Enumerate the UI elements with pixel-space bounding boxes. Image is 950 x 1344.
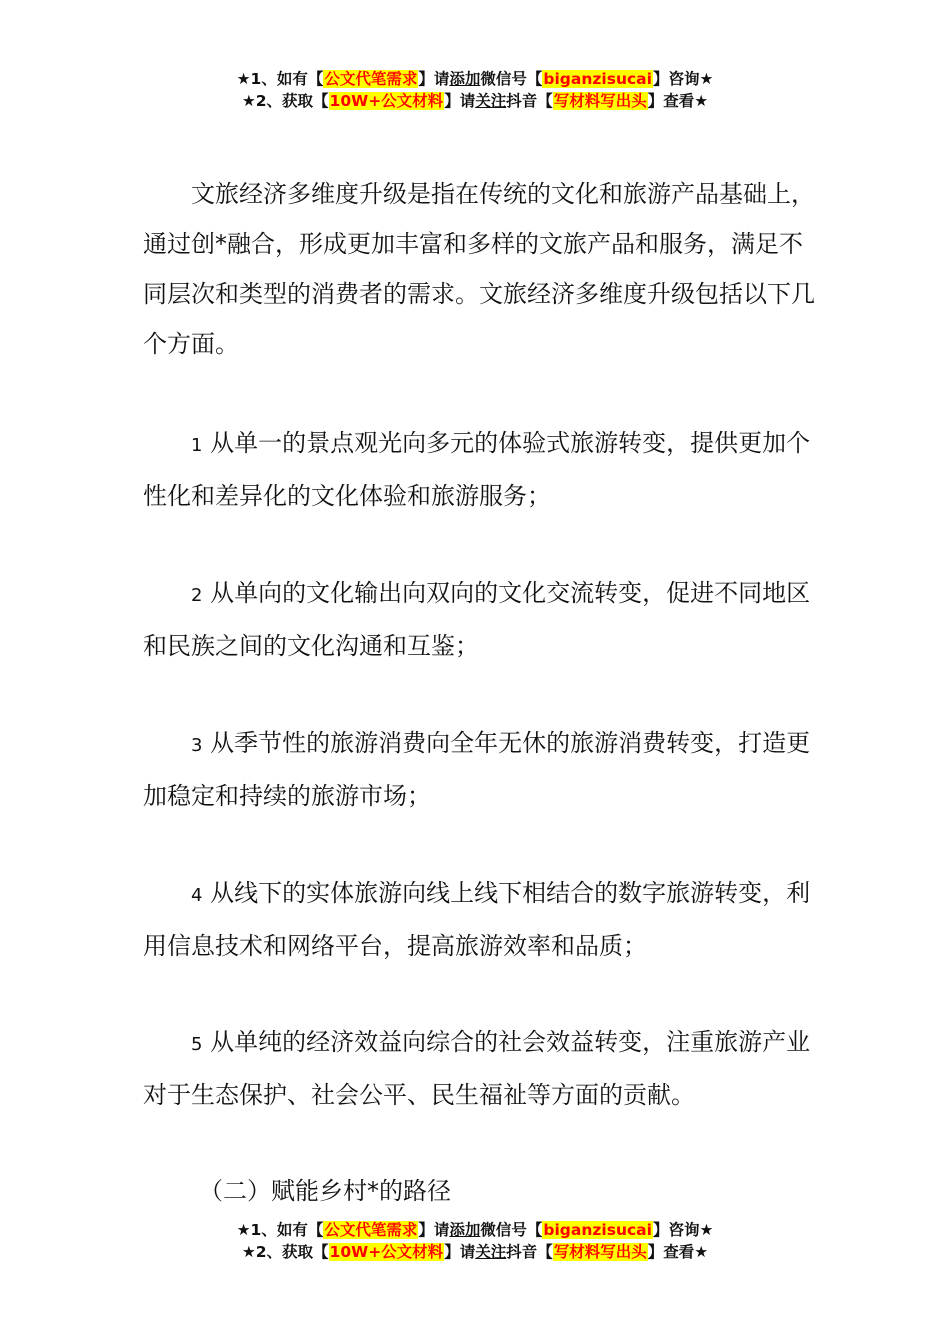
item-number: 1 xyxy=(191,435,203,456)
highlight-service: 公文代笔需求 xyxy=(324,1221,418,1239)
intro-paragraph: 文旅经济多维度升级是指在传统的文化和旅游产品基础上，通过创*融合，形成更加丰富和多样的文旅产品和服务，满足不同层次和类型的消费者的需求。文旅经济多维度升级包括以下几个方面。 xyxy=(143,180,815,358)
item-number: 3 xyxy=(191,735,203,756)
item-text: 从线下的实体旅游向线上线下相结合的数字旅游转变，利用信息技术和网络平台，提高旅游效率和品质； xyxy=(143,879,811,960)
item-text: 从单纯的经济效益向综合的社会效益转变，注重旅游产业对于生态保护、社会公平、民生福祉等方面的贡献。 xyxy=(143,1028,811,1109)
footer-banner xyxy=(0,1219,950,1263)
list-item xyxy=(143,868,823,971)
highlight-wechat-id: biganzisucai xyxy=(543,70,652,88)
banner-line-2: ★2、获取【10W+公文材料】请关注抖音【写材料写出头】查看★ xyxy=(241,92,709,110)
banner-line-1: ★1、如有【公文代笔需求】请添加微信号【biganzisucai】咨询★ xyxy=(236,70,714,88)
highlight-douyin-account: 写材料写出头 xyxy=(553,92,647,110)
header-banner xyxy=(0,68,950,112)
highlight-wechat-id: biganzisucai xyxy=(543,1221,652,1239)
item-number: 2 xyxy=(191,585,203,606)
item-text: 从季节性的旅游消费向全年无休的旅游消费转变，打造更加稳定和持续的旅游市场； xyxy=(143,729,811,810)
list-item xyxy=(143,718,823,821)
highlight-douyin-account: 写材料写出头 xyxy=(553,1243,647,1261)
section-heading: （二）赋能乡村*的路径 xyxy=(199,1177,451,1205)
list-item xyxy=(143,418,823,521)
list-item xyxy=(143,1017,823,1120)
banner-line-2: ★2、获取【10W+公文材料】请关注抖音【写材料写出头】查看★ xyxy=(241,1243,709,1261)
item-text: 从单一的景点观光向多元的体验式旅游转变，提供更加个性化和差异化的文化体验和旅游服务； xyxy=(143,429,811,510)
banner-line-1: ★1、如有【公文代笔需求】请添加微信号【biganzisucai】咨询★ xyxy=(236,1221,714,1239)
item-text: 从单向的文化输出向双向的文化交流转变，促进不同地区和民族之间的文化沟通和互鉴； xyxy=(143,579,811,660)
highlight-service: 公文代笔需求 xyxy=(324,70,418,88)
highlight-materials: 10W+公文材料 xyxy=(329,1243,444,1261)
highlight-materials: 10W+公文材料 xyxy=(329,92,444,110)
list-item xyxy=(143,568,823,671)
item-number: 4 xyxy=(191,885,203,906)
item-number: 5 xyxy=(191,1034,203,1055)
